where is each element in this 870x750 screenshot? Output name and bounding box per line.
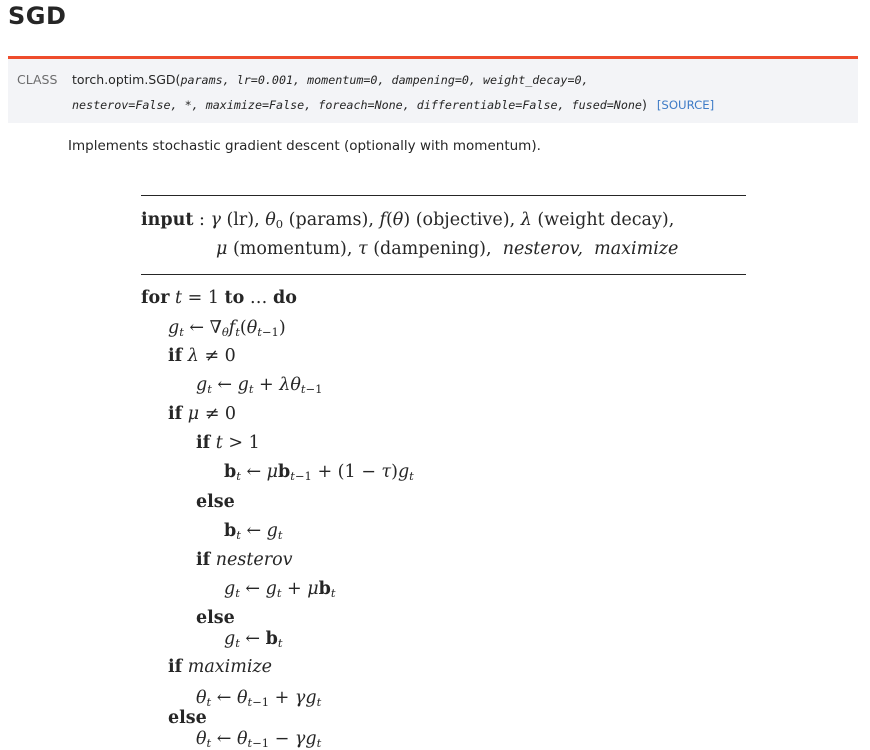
close-paren: ) <box>641 97 647 112</box>
buffer-update-line: $b_t$ ← $\mu b_{t-1} + (1 - \tau)g_t$ <box>224 462 414 483</box>
else-line-3: else <box>168 708 207 728</box>
plain-momentum-line: $g_t$ ← $b_t$ <box>224 629 283 650</box>
page-title: SGD <box>8 2 67 30</box>
open-paren: ( <box>175 72 181 87</box>
input-label: input <box>141 210 194 230</box>
source-link[interactable]: [SOURCE] <box>656 98 715 112</box>
if-t-line: if t > 1 <box>196 433 260 453</box>
descent-update-line: $\theta_t$ ← $\theta_{t-1} - \gamma g_t$ <box>196 729 322 750</box>
class-name: torch.optim.SGD <box>72 72 176 87</box>
signature-line-1 <box>72 72 589 87</box>
mid-rule <box>141 274 746 275</box>
if-nesterov-line: if nesterov <box>196 550 293 570</box>
input-line-2: μ (momentum), τ (dampening), nesterov, maximize <box>216 239 679 259</box>
description: Implements stochastic gradient descent (optionally with momentum). <box>68 138 541 154</box>
if-momentum-line: if μ ≠ 0 <box>168 404 237 424</box>
else-line-1: else <box>196 492 235 512</box>
if-weight-decay-line: if λ ≠ 0 <box>168 346 236 366</box>
signature-box <box>8 56 858 123</box>
ascent-update-line: $\theta_t$ ← $\theta_{t-1} + \gamma g_t$ <box>196 688 322 709</box>
nesterov-update-line: $g_t$ ← $g_t + \mu b_t$ <box>224 579 336 600</box>
else-line-2: else <box>196 608 235 628</box>
signature-line-2 <box>72 97 714 112</box>
if-maximize-line: if maximize <box>168 657 273 677</box>
gradient-line: $g_t$ ← $\nabla_\theta f_t(\theta_{t-1})$ <box>168 318 286 339</box>
for-line: for t = 1 to … do <box>141 288 297 308</box>
weight-decay-update-line: $g_t$ ← $g_t + \lambda\theta_{t-1}$ <box>196 375 323 396</box>
class-label: CLASS <box>17 72 58 87</box>
top-rule <box>141 195 746 196</box>
signature-params-2: nesterov=False, *, maximize=False, foreach=None, differentiable=False, fused=None <box>72 98 642 112</box>
input-line-1: input : γ (lr), $\theta_0$ (params), f(θ) (objective), λ (weight decay), <box>141 210 675 231</box>
buffer-init-line: $b_t$ ← $g_t$ <box>224 521 283 542</box>
signature-params-1: params, lr=0.001, momentum=0, dampening=0, weight_decay=0, <box>180 73 589 87</box>
